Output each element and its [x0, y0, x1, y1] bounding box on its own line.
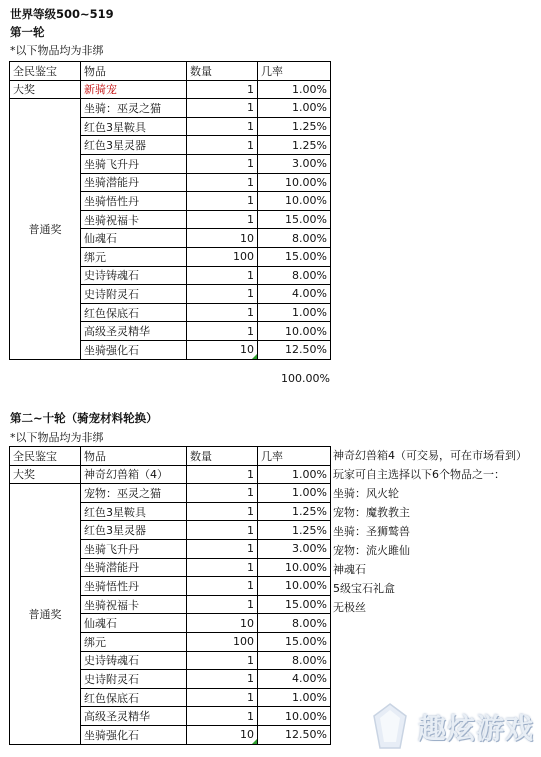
row-qty: 1 — [187, 670, 258, 689]
row-item: 坐骑悟性丹 — [81, 577, 187, 596]
row-item: 宠物：巫灵之猫 — [81, 484, 187, 503]
normal-prize-category: 普通奖 — [10, 99, 81, 359]
side-note-line: 神奇幻兽箱4（可交易，可在市场看到） — [333, 449, 527, 462]
section2-note: *以下物品均为非绑 — [10, 431, 104, 444]
page-heading: 世界等级500~519 — [10, 7, 114, 21]
row-qty: 1 — [187, 688, 258, 707]
row-item: 红色3星灵器 — [81, 136, 187, 155]
row-item: 高级圣灵精华 — [81, 322, 187, 341]
row-item: 仙魂石 — [81, 229, 187, 248]
grand-prize-rate: 1.00% — [258, 465, 331, 484]
row-rate: 10.00% — [258, 558, 331, 577]
grand-prize-qty: 1 — [187, 465, 258, 484]
grand-prize-qty: 1 — [187, 80, 258, 99]
row-rate: 10.00% — [258, 322, 331, 341]
row-item: 坐骑祝福卡 — [81, 210, 187, 229]
grand-prize-item: 神奇幻兽箱（4） — [81, 465, 187, 484]
row-rate: 1.25% — [258, 502, 331, 521]
grand-prize-row — [10, 465, 331, 484]
row-qty: 1 — [187, 210, 258, 229]
side-note-line: 无极丝 — [333, 601, 366, 614]
row-qty: 1 — [187, 539, 258, 558]
grand-prize-category: 大奖 — [10, 465, 81, 484]
watermark-text: 趣炫游戏 — [418, 712, 535, 745]
row-qty: 1 — [187, 595, 258, 614]
row-qty: 1 — [187, 521, 258, 540]
row-rate: 1.00% — [258, 99, 331, 118]
header-rate: 几率 — [258, 62, 331, 81]
section2-title: 第二~十轮（骑宠材料轮换） — [10, 411, 158, 425]
diamond-logo-icon — [374, 704, 406, 748]
row-rate: 12.50% — [258, 725, 331, 744]
section1-total: 100.00% — [281, 372, 330, 385]
row-item: 红色3星灵器 — [81, 521, 187, 540]
row-rate: 8.00% — [258, 229, 331, 248]
row-rate: 15.00% — [258, 210, 331, 229]
row-rate: 1.00% — [258, 484, 331, 503]
header-qty: 数量 — [187, 447, 258, 466]
row-qty: 100 — [187, 247, 258, 266]
section2-table — [9, 446, 331, 745]
row-item: 绑元 — [81, 247, 187, 266]
header-item: 物品 — [81, 447, 187, 466]
side-note-line: 宠物：魔教教主 — [333, 506, 410, 519]
row-item: 坐骑潜能丹 — [81, 173, 187, 192]
row-item: 坐骑祝福卡 — [81, 595, 187, 614]
row-rate: 15.00% — [258, 632, 331, 651]
row-item: 坐骑悟性丹 — [81, 192, 187, 211]
table-header-row — [10, 62, 331, 81]
side-note-line: 坐骑：风火轮 — [333, 487, 399, 500]
table-header-row — [10, 447, 331, 466]
row-item: 史诗铸魂石 — [81, 266, 187, 285]
row-rate: 1.00% — [258, 303, 331, 322]
row-qty: 10 — [187, 340, 258, 359]
row-qty: 1 — [187, 192, 258, 211]
row-rate: 4.00% — [258, 285, 331, 304]
row-rate: 1.25% — [258, 117, 331, 136]
grand-prize-row — [10, 80, 331, 99]
row-item: 史诗铸魂石 — [81, 651, 187, 670]
side-note-line: 宠物：流火雎仙 — [333, 544, 410, 557]
row-qty: 1 — [187, 99, 258, 118]
row-rate: 1.25% — [258, 136, 331, 155]
row-rate: 3.00% — [258, 154, 331, 173]
row-qty: 1 — [187, 651, 258, 670]
row-rate: 8.00% — [258, 614, 331, 633]
row-item: 坐骑：巫灵之猫 — [81, 99, 187, 118]
side-note-line: 神魂石 — [333, 563, 366, 576]
header-rate: 几率 — [258, 447, 331, 466]
row-item: 坐骑强化石 — [81, 340, 187, 359]
section1-title: 第一轮 — [10, 25, 45, 39]
row-item: 坐骑强化石 — [81, 725, 187, 744]
row-qty: 1 — [187, 173, 258, 192]
row-item: 仙魂石 — [81, 614, 187, 633]
row-item: 绑元 — [81, 632, 187, 651]
header-qty: 数量 — [187, 62, 258, 81]
row-item: 红色保底石 — [81, 688, 187, 707]
row-qty: 10 — [187, 725, 258, 744]
grand-prize-item: 新骑宠 — [81, 80, 187, 99]
row-qty: 100 — [187, 632, 258, 651]
row-rate: 12.50% — [258, 340, 331, 359]
row-item: 红色3星鞍具 — [81, 502, 187, 521]
row-item: 史诗附灵石 — [81, 285, 187, 304]
row-rate: 10.00% — [258, 707, 331, 726]
row-qty: 1 — [187, 266, 258, 285]
table-row — [10, 99, 331, 118]
row-rate: 1.00% — [258, 688, 331, 707]
row-item: 坐骑飞升丹 — [81, 539, 187, 558]
row-rate: 8.00% — [258, 651, 331, 670]
row-rate: 15.00% — [258, 595, 331, 614]
normal-prize-category: 普通奖 — [10, 484, 81, 744]
row-qty: 1 — [187, 484, 258, 503]
row-qty: 10 — [187, 614, 258, 633]
section1-table — [9, 61, 331, 360]
row-qty: 1 — [187, 502, 258, 521]
row-rate: 15.00% — [258, 247, 331, 266]
row-qty: 1 — [187, 558, 258, 577]
row-rate: 10.00% — [258, 173, 331, 192]
row-item: 坐骑飞升丹 — [81, 154, 187, 173]
row-rate: 10.00% — [258, 577, 331, 596]
row-qty: 1 — [187, 577, 258, 596]
row-item: 红色3星鞍具 — [81, 117, 187, 136]
header-category: 全民鉴宝 — [10, 447, 81, 466]
section1-note: *以下物品均为非绑 — [10, 44, 104, 57]
row-rate: 3.00% — [258, 539, 331, 558]
row-item: 高级圣灵精华 — [81, 707, 187, 726]
row-rate: 1.25% — [258, 521, 331, 540]
grand-prize-rate: 1.00% — [258, 80, 331, 99]
side-note-line: 玩家可自主选择以下6个物品之一： — [333, 468, 505, 481]
grand-prize-category: 大奖 — [10, 80, 81, 99]
row-qty: 1 — [187, 136, 258, 155]
row-rate: 10.00% — [258, 192, 331, 211]
row-item: 红色保底石 — [81, 303, 187, 322]
side-note-line: 5级宝石礼盒 — [333, 582, 395, 595]
row-qty: 1 — [187, 707, 258, 726]
row-qty: 1 — [187, 303, 258, 322]
row-qty: 10 — [187, 229, 258, 248]
row-qty: 1 — [187, 322, 258, 341]
row-rate: 8.00% — [258, 266, 331, 285]
side-note-line: 坐骑：圣狮鹫兽 — [333, 525, 410, 538]
row-item: 史诗附灵石 — [81, 670, 187, 689]
table-row — [10, 484, 331, 503]
row-qty: 1 — [187, 154, 258, 173]
header-item: 物品 — [81, 62, 187, 81]
row-rate: 4.00% — [258, 670, 331, 689]
row-qty: 1 — [187, 117, 258, 136]
header-category: 全民鉴宝 — [10, 62, 81, 81]
row-item: 坐骑潜能丹 — [81, 558, 187, 577]
row-qty: 1 — [187, 285, 258, 304]
